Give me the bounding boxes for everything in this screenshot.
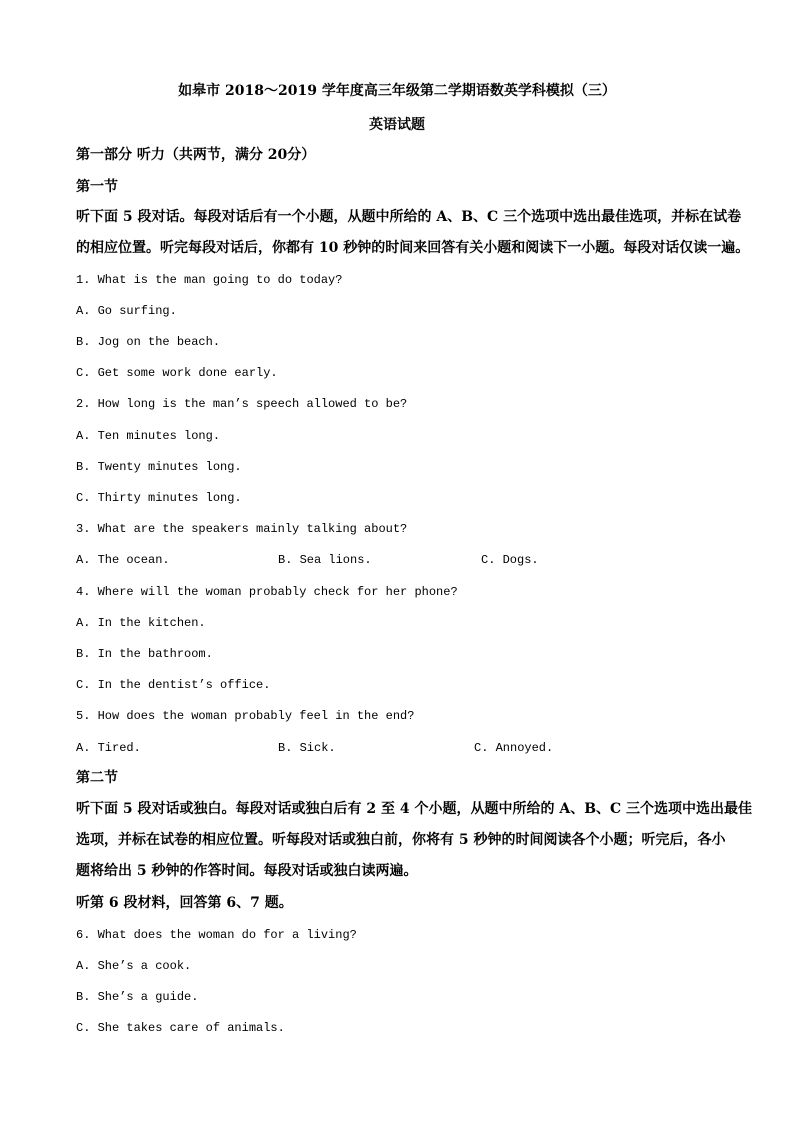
question-2-stem: 2. How long is the man’s speech allowed to be?	[76, 397, 408, 411]
question-3-option-a: A. The ocean.	[76, 553, 170, 567]
question-5-option-a: A. Tired.	[76, 741, 141, 755]
question-6-option-a: A. She’s a cook.	[76, 959, 192, 973]
question-5-stem: 5. How does the woman probably feel in the end?	[76, 709, 415, 723]
question-1-option-c: C. Get some work done early.	[76, 366, 278, 380]
exam-subtitle: 英语试题	[369, 117, 425, 133]
question-2-option-c: C. Thirty minutes long.	[76, 491, 242, 505]
exam-title: 如皋市 2018～2019 学年度高三年级第二学期语数英学科模拟（三）	[178, 83, 616, 99]
question-1-stem: 1. What is the man going to do today?	[76, 273, 343, 287]
question-4-option-c: C. In the dentist’s office.	[76, 678, 271, 692]
question-3-option-b: B. Sea lions.	[278, 553, 372, 567]
section1-heading: 第一节	[76, 179, 118, 195]
section2-instruction-line1: 听下面 5 段对话或独白。每段对话或独白后有 2 至 4 个小题，从题中所给的 A、B、C 三个选项中选出最佳	[76, 801, 753, 817]
section1-instruction-line1: 听下面 5 段对话。每段对话后有一个小题，从题中所给的 A、B、C 三个选项中选出最佳选项，并标在试卷	[76, 209, 742, 225]
question-4-option-a: A. In the kitchen.	[76, 616, 206, 630]
section2-instruction-line2: 选项，并标在试卷的相应位置。听每段对话或独白前，你将有 5 秒钟的时间阅读各个小题；听完后，各小	[76, 832, 726, 848]
material-note: 听第 6 段材料，回答第 6、7 题。	[76, 895, 293, 911]
question-2-option-b: B. Twenty minutes long.	[76, 460, 242, 474]
question-6-stem: 6. What does the woman do for a living?	[76, 928, 357, 942]
question-6-option-b: B. She’s a guide.	[76, 990, 199, 1004]
question-4-stem: 4. Where will the woman probably check for her phone?	[76, 585, 458, 599]
section1-instruction-line2: 的相应位置。听完每段对话后，你都有 10 秒钟的时间来回答有关小题和阅读下一小题。每段对话仅读一遍。	[76, 240, 750, 256]
question-5-option-c: C. Annoyed.	[474, 741, 554, 755]
section2-instruction-line3: 题将给出 5 秒钟的作答时间。每段对话或独白读两遍。	[76, 863, 418, 879]
part1-heading: 第一部分 听力（共两节，满分 20分）	[76, 147, 316, 163]
question-3-options	[76, 550, 716, 570]
question-2-option-a: A. Ten minutes long.	[76, 429, 221, 443]
question-6-option-c: C. She takes care of animals.	[76, 1021, 285, 1035]
question-3-option-c: C. Dogs.	[481, 553, 539, 567]
question-1-option-b: B. Jog on the beach.	[76, 335, 221, 349]
question-4-option-b: B. In the bathroom.	[76, 647, 213, 661]
section2-heading: 第二节	[76, 770, 118, 786]
question-3-stem: 3. What are the speakers mainly talking about?	[76, 522, 408, 536]
question-5-option-b: B. Sick.	[278, 741, 336, 755]
question-1-option-a: A. Go surfing.	[76, 304, 177, 318]
question-5-options	[76, 738, 716, 758]
